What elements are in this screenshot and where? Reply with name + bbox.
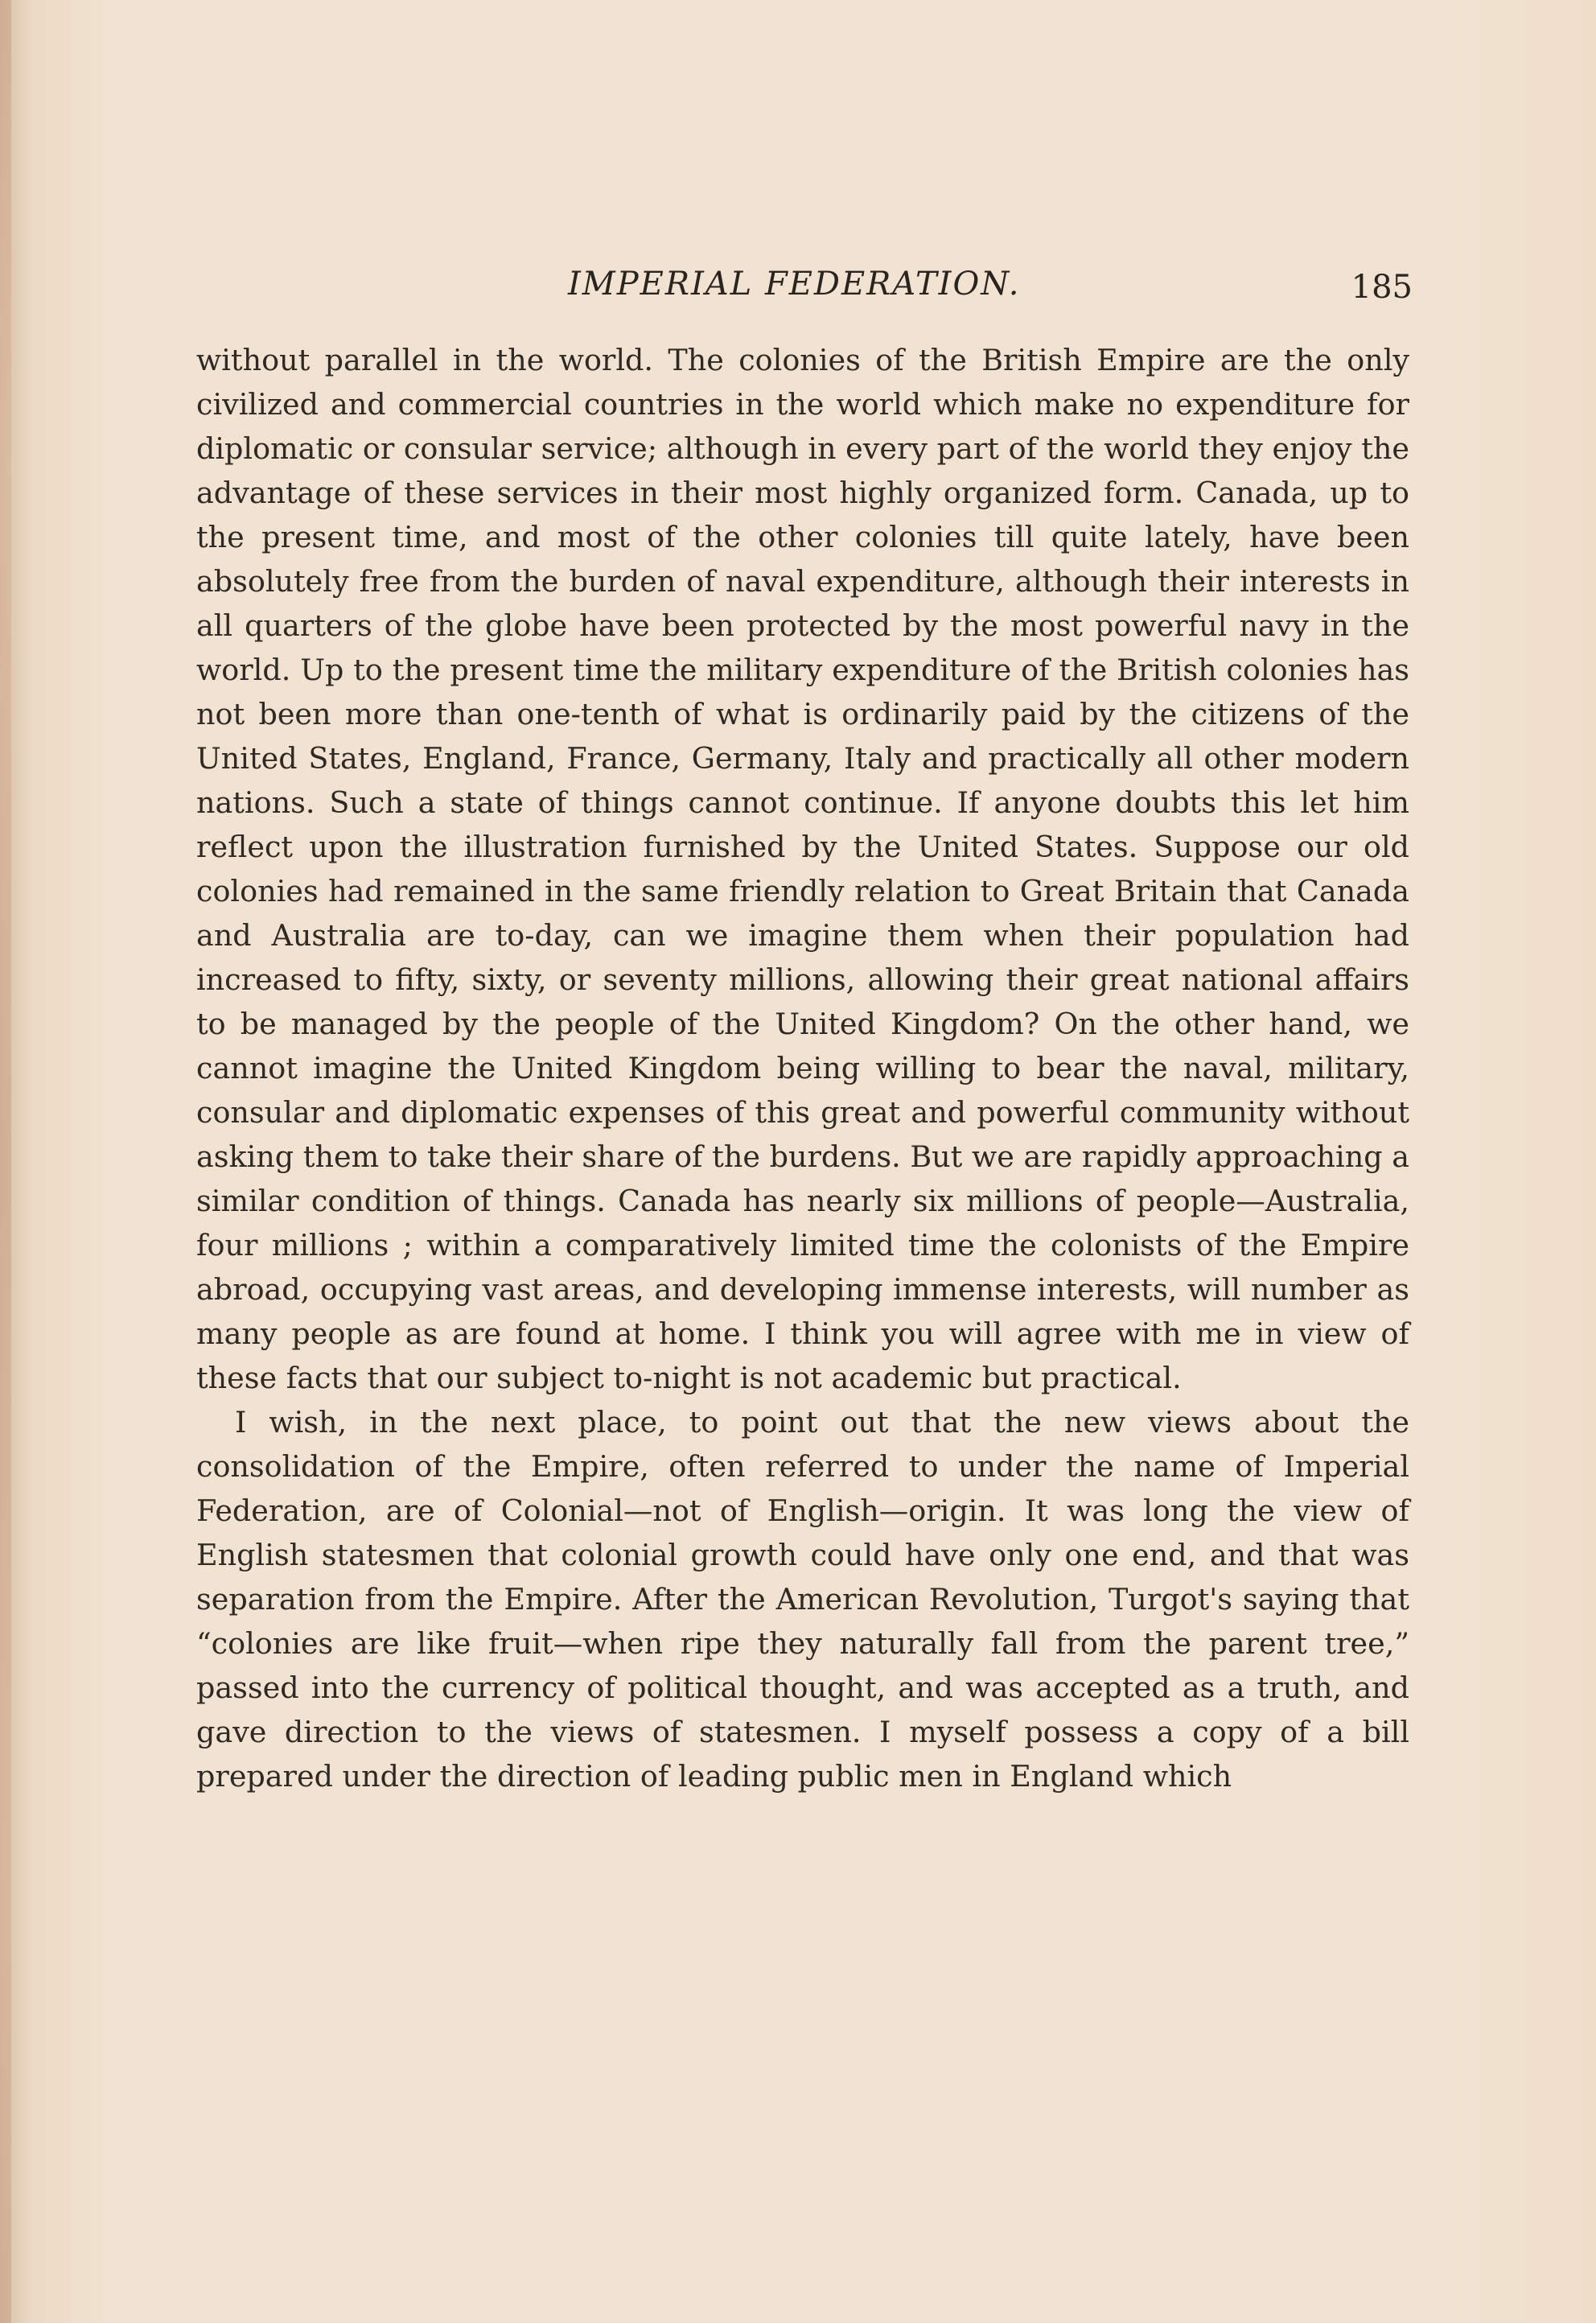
paragraph-continued: without parallel in the world. The colonies of the British Empire are the only civilized and commercial countries in the world which make no expenditure for diplomatic or consular service; although in every part of the world they enjoy the advantage of these services in their most highly organized form. Canada, up to the present time, and most of the other colonies till quite lately, have been absolutely free from the burden of naval expenditure, although their interests in all quarters of the globe have been protected by the most powerful navy in the world. Up to the present time the military expenditure of the British colonies has not been more than one-tenth of what is ordinarily paid by the citizens of the United States, England, France, Germany, Italy and practically all other modern nations. Such a state of things cannot continue. If anyone doubts this let him reflect upon the illustration furnished by the United States. Suppose our old colonies had remained in the same friendly relation to Great Britain that Canada and Australia are to-day, can we imagine them when their population had increased to fifty, sixty, or seventy millions, allowing their great national affairs to be managed by the people of the United Kingdom? On the other hand, we cannot imagine the United Kingdom being willing to bear the naval, military, consular and diplomatic expenses of this great and powerful community without asking them to take their share of the burdens. But we are rapidly approaching a similar condition of things. Canada has nearly six millions of people—Australia, four millions ; within a comparatively limited time the colonists of the Empire abroad, occupying vast areas, and developing immense interests, will number as many people as are found at home. I think you will agree with me in view of these facts that our subject to-night is not academic but practical.	[196, 343, 1409, 1395]
paragraph: I wish, in the next place, to point out that the new views about the consolidation of the Empire, often referred to under the name of Imperial Federation, are of Colonial—not of English—origin. It was long the view of English statesmen that colonial growth could have only one end, and that was separation from the Empire. After the American Revolution, Turgot's saying that “colonies are like fruit—when ripe they naturally fall from the parent tree,” passed into the currency of political thought, and was accepted as a truth, and gave direction to the views of statesmen. I myself possess a copy of a bill prepared under the direction of leading public men in England which	[196, 1405, 1409, 1794]
page-number: 185	[1351, 269, 1413, 306]
running-title: IMPERIAL FEDERATION.	[568, 266, 1021, 303]
body-text	[196, 338, 1409, 1798]
page-edge-shadow	[0, 0, 11, 2323]
page-header	[198, 266, 1413, 314]
